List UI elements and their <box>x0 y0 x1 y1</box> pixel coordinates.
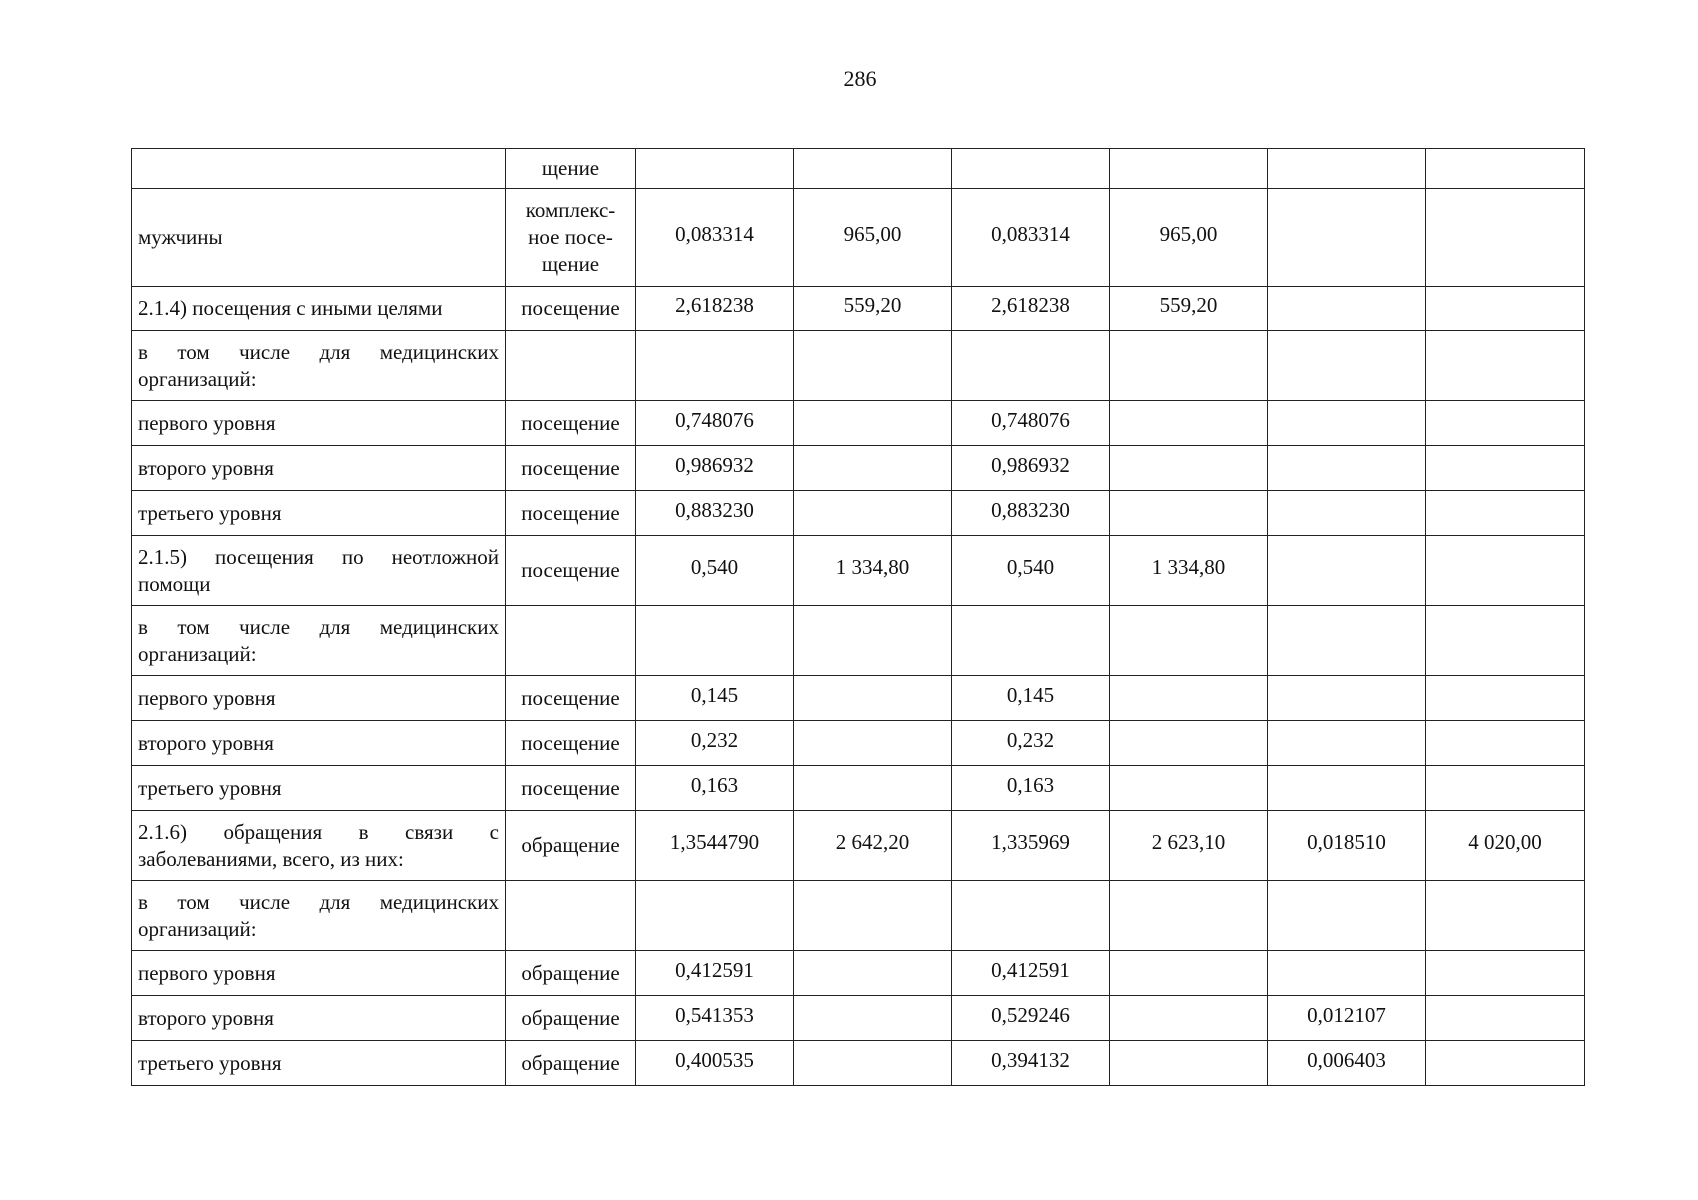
unit-cell: обращение <box>506 811 636 881</box>
unit-cell: посещение <box>506 721 636 766</box>
value-cell <box>1268 676 1426 721</box>
value-cell <box>952 331 1110 401</box>
unit-cell: посещение <box>506 491 636 536</box>
value-cell <box>1110 189 1268 287</box>
value-cell <box>952 766 1110 811</box>
value-cell <box>952 536 1110 606</box>
value-cell <box>636 287 794 331</box>
value-text: 0,986932 <box>675 452 754 477</box>
value-text: 0,883230 <box>675 497 754 522</box>
row-name-cell: второго уровня <box>132 721 506 766</box>
unit-cell: обращение <box>506 951 636 996</box>
value-text: 0,883230 <box>991 497 1070 522</box>
value-cell <box>794 1041 952 1086</box>
value-text: 0,006403 <box>1307 1047 1386 1072</box>
data-table <box>131 148 1585 1086</box>
value-cell <box>1110 811 1268 881</box>
value-cell <box>636 606 794 676</box>
value-cell <box>1110 721 1268 766</box>
value-text: 965,00 <box>1159 222 1218 246</box>
value-cell <box>636 446 794 491</box>
value-cell <box>1268 606 1426 676</box>
value-text: 0,163 <box>1006 772 1055 797</box>
value-cell <box>794 721 952 766</box>
value-cell <box>636 811 794 881</box>
table-row <box>132 951 1585 996</box>
value-text: 0,540 <box>1006 555 1055 579</box>
value-cell <box>794 881 952 951</box>
value-cell <box>636 331 794 401</box>
row-name-cell: в том числе для медицинских организаций: <box>132 881 506 951</box>
value-text: 0,412591 <box>675 957 754 982</box>
row-name-cell: первого уровня <box>132 401 506 446</box>
value-cell <box>1426 331 1585 401</box>
unit-cell: щение <box>506 149 636 189</box>
unit-cell: посещение <box>506 766 636 811</box>
page-number: 286 <box>843 66 877 91</box>
value-cell <box>794 401 952 446</box>
value-cell <box>1268 881 1426 951</box>
value-cell <box>794 331 952 401</box>
value-cell <box>952 951 1110 996</box>
row-name-cell: в том числе для медицинских организаций: <box>132 606 506 676</box>
value-cell <box>636 1041 794 1086</box>
table-row <box>132 189 1585 287</box>
value-cell <box>794 606 952 676</box>
value-text: 0,083314 <box>675 222 754 246</box>
unit-cell: посещение <box>506 446 636 491</box>
value-cell <box>636 766 794 811</box>
value-cell <box>952 446 1110 491</box>
value-cell <box>1426 287 1585 331</box>
value-cell <box>636 401 794 446</box>
value-cell <box>1426 881 1585 951</box>
value-cell <box>794 766 952 811</box>
value-cell <box>1268 721 1426 766</box>
unit-cell <box>506 881 636 951</box>
value-text: 0,412591 <box>991 957 1070 982</box>
value-cell <box>794 951 952 996</box>
value-cell <box>794 536 952 606</box>
value-cell <box>1110 401 1268 446</box>
value-cell <box>1268 446 1426 491</box>
value-text: 4 020,00 <box>1468 830 1542 854</box>
row-name-cell: третьего уровня <box>132 1041 506 1086</box>
value-text: 0,748076 <box>991 407 1070 432</box>
value-text: 2,618238 <box>991 293 1070 317</box>
value-cell <box>1110 536 1268 606</box>
value-cell <box>636 536 794 606</box>
value-cell <box>1268 189 1426 287</box>
value-cell <box>952 881 1110 951</box>
value-cell <box>1426 721 1585 766</box>
table-row <box>132 491 1585 536</box>
row-name-cell: 2.1.4) посещения с иными целями <box>132 287 506 331</box>
value-text: 0,540 <box>690 555 739 579</box>
value-cell <box>794 676 952 721</box>
value-text: 0,748076 <box>675 407 754 432</box>
value-text: 0,232 <box>1006 727 1055 752</box>
value-cell <box>1110 287 1268 331</box>
unit-cell: комплекс-ное посе-щение <box>506 189 636 287</box>
value-cell <box>952 676 1110 721</box>
value-cell <box>1110 676 1268 721</box>
value-cell <box>1426 446 1585 491</box>
value-cell <box>1268 766 1426 811</box>
value-cell <box>1426 189 1585 287</box>
row-name-cell: второго уровня <box>132 996 506 1041</box>
value-cell <box>1426 811 1585 881</box>
row-name-cell: третьего уровня <box>132 491 506 536</box>
value-cell <box>1268 811 1426 881</box>
value-cell <box>636 881 794 951</box>
value-cell <box>952 189 1110 287</box>
value-cell <box>1110 491 1268 536</box>
value-cell <box>1268 149 1426 189</box>
value-cell <box>952 149 1110 189</box>
value-cell <box>636 996 794 1041</box>
value-text: 2 642,20 <box>835 830 910 854</box>
table-row <box>132 721 1585 766</box>
value-text: 0,083314 <box>991 222 1070 246</box>
value-cell <box>794 811 952 881</box>
value-cell <box>952 491 1110 536</box>
row-name-cell: первого уровня <box>132 951 506 996</box>
value-text: 0,400535 <box>675 1047 754 1072</box>
value-cell <box>636 721 794 766</box>
value-text: 0,986932 <box>991 452 1070 477</box>
value-cell <box>1268 996 1426 1041</box>
value-cell <box>636 189 794 287</box>
table-row <box>132 996 1585 1041</box>
row-name-cell: 2.1.5) посещения по неотложной помощи <box>132 536 506 606</box>
value-cell <box>1110 606 1268 676</box>
table-row <box>132 149 1585 189</box>
table-row <box>132 401 1585 446</box>
value-cell <box>1268 287 1426 331</box>
value-cell <box>1110 766 1268 811</box>
row-name-cell: 2.1.6) обращения в связи с заболеваниями, всего, из них: <box>132 811 506 881</box>
value-cell <box>952 401 1110 446</box>
unit-cell: обращение <box>506 996 636 1041</box>
row-name-cell: третьего уровня <box>132 766 506 811</box>
value-cell <box>1268 536 1426 606</box>
value-cell <box>1110 996 1268 1041</box>
table-row <box>132 881 1585 951</box>
value-text: 0,012107 <box>1307 1002 1386 1027</box>
value-text: 0,163 <box>690 772 739 797</box>
unit-cell <box>506 331 636 401</box>
table-row <box>132 331 1585 401</box>
value-text: 0,529246 <box>991 1002 1070 1027</box>
value-text: 0,394132 <box>991 1047 1070 1072</box>
value-text: 1,3544790 <box>669 830 760 854</box>
value-cell <box>794 149 952 189</box>
unit-cell: посещение <box>506 401 636 446</box>
unit-cell: посещение <box>506 676 636 721</box>
value-cell <box>1426 401 1585 446</box>
table-row <box>132 676 1585 721</box>
value-cell <box>1426 676 1585 721</box>
table-row <box>132 287 1585 331</box>
value-cell <box>952 721 1110 766</box>
value-text: 0,145 <box>1006 682 1055 707</box>
value-cell <box>794 996 952 1041</box>
value-cell <box>1110 446 1268 491</box>
unit-cell <box>506 606 636 676</box>
value-cell <box>636 491 794 536</box>
value-text: 2,618238 <box>675 293 754 317</box>
value-cell <box>1110 1041 1268 1086</box>
value-cell <box>952 996 1110 1041</box>
table-row <box>132 606 1585 676</box>
value-text: 1 334,80 <box>835 555 910 579</box>
value-cell <box>1110 331 1268 401</box>
value-cell <box>636 951 794 996</box>
value-text: 965,00 <box>843 222 902 246</box>
value-cell <box>1426 149 1585 189</box>
value-cell <box>1268 1041 1426 1086</box>
value-cell <box>1110 951 1268 996</box>
value-cell <box>1268 331 1426 401</box>
value-cell <box>1426 536 1585 606</box>
unit-cell: обращение <box>506 1041 636 1086</box>
table-row <box>132 811 1585 881</box>
value-cell <box>794 287 952 331</box>
value-cell <box>1426 1041 1585 1086</box>
row-name-cell: в том числе для медицинских организаций: <box>132 331 506 401</box>
unit-cell: посещение <box>506 536 636 606</box>
unit-cell: посещение <box>506 287 636 331</box>
value-cell <box>1268 951 1426 996</box>
table-row <box>132 1041 1585 1086</box>
value-cell <box>636 149 794 189</box>
value-cell <box>1426 606 1585 676</box>
value-text: 559,20 <box>1159 293 1218 317</box>
table-row <box>132 766 1585 811</box>
value-cell <box>1268 491 1426 536</box>
value-cell <box>1110 149 1268 189</box>
value-cell <box>1426 766 1585 811</box>
value-text: 1 334,80 <box>1151 555 1226 579</box>
value-cell <box>1426 996 1585 1041</box>
value-cell <box>1268 401 1426 446</box>
value-cell <box>636 676 794 721</box>
value-text: 0,232 <box>690 727 739 752</box>
value-cell <box>1426 951 1585 996</box>
value-cell <box>1110 881 1268 951</box>
value-cell <box>952 1041 1110 1086</box>
value-cell <box>952 287 1110 331</box>
value-cell <box>952 811 1110 881</box>
value-cell <box>1426 491 1585 536</box>
row-name-cell: первого уровня <box>132 676 506 721</box>
table-row <box>132 446 1585 491</box>
table-row <box>132 536 1585 606</box>
row-name-cell: мужчины <box>132 189 506 287</box>
value-cell <box>794 446 952 491</box>
value-text: 0,145 <box>690 682 739 707</box>
value-text: 0,541353 <box>675 1002 754 1027</box>
value-cell <box>794 491 952 536</box>
value-cell <box>794 189 952 287</box>
value-text: 2 623,10 <box>1151 830 1226 854</box>
value-text: 559,20 <box>843 293 902 317</box>
value-text: 1,335969 <box>991 830 1070 854</box>
row-name-cell <box>132 149 506 189</box>
value-cell <box>952 606 1110 676</box>
value-text: 0,018510 <box>1307 830 1386 854</box>
row-name-cell: второго уровня <box>132 446 506 491</box>
